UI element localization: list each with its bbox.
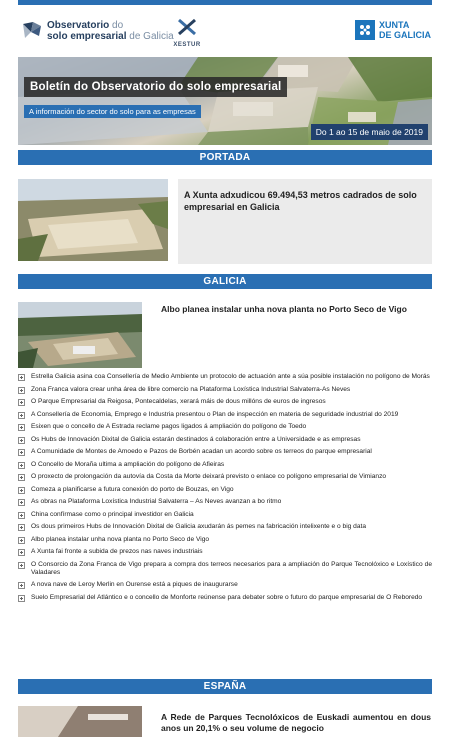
expand-plus-icon[interactable] [18,437,25,444]
news-item-link[interactable]: Albo planea instalar unha nova planta no Porto Seco de Vigo [31,535,210,543]
news-item-link[interactable]: Comeza a planificarse a futura conexión do porto de Bouzas, en Vigo [31,485,234,493]
news-item-link[interactable]: A Consellería de Economía, Emprego e Industria presentou o Plan de inspección en materia de seguridade industrial do 2019 [31,410,399,418]
news-item[interactable] [18,594,432,602]
galicia-feature-headline[interactable]: Albo planea instalar unha nova planta no Porto Seco de Vigo [161,304,407,314]
news-item-link[interactable]: Esixen que o concello de A Estrada reclame pagos ligados á ampliación do polígono de Toedo [31,423,307,430]
observatorio-logo[interactable] [21,20,174,42]
espana-feature-headline[interactable]: A Rede de Parques Tecnolóxicos de Euskadi aumentou en dous anos un 20,1% o seu volume de negocio [161,712,431,733]
banner-title: Boletín do Observatorio do solo empresarial [24,77,287,97]
expand-plus-icon[interactable] [18,399,25,406]
expand-plus-icon[interactable] [18,582,25,589]
news-item-link[interactable]: Zona Franca valora crear unha área de libre comercio na Plataforma Loxística Industrial Salvaterra-As Neves [31,385,351,393]
news-item[interactable] [18,486,432,494]
expand-plus-icon[interactable] [18,387,25,394]
section-header-portada: PORTADA [18,150,432,165]
banner-date: Do 1 ao 15 de maio de 2019 [311,124,428,140]
expand-plus-icon[interactable] [18,512,25,519]
expand-plus-icon[interactable] [18,374,25,381]
section-header-espana: ESPAÑA [18,679,432,694]
expand-plus-icon[interactable] [18,595,25,602]
news-item[interactable] [18,373,432,381]
expand-plus-icon[interactable] [18,487,25,494]
expand-plus-icon[interactable] [18,412,25,419]
portada-feature-image[interactable] [18,179,168,261]
observatorio-logo-text: Observatorio do solo empresarial de Galicia [47,20,174,42]
news-item[interactable] [18,448,432,456]
section-header-galicia: GALICIA [18,274,432,289]
news-item[interactable] [18,523,432,531]
observatorio-logo-icon [21,20,43,42]
expand-plus-icon[interactable] [18,424,25,431]
news-item-link[interactable]: A nova nave de Leroy Merlin en Ourense está a piques de inaugurarse [31,581,238,588]
expand-plus-icon[interactable] [18,499,25,506]
news-item-link[interactable]: O Consorcio da Zona Franca de Vigo prepara a compra dos terreos necesarios para a ampliación do Parque Tecnolóxico e Loxístico de Valadares [31,560,432,576]
news-item[interactable] [18,581,432,589]
header-logos [18,8,432,56]
galicia-news-list [18,373,432,606]
news-item[interactable] [18,461,432,469]
expand-plus-icon[interactable] [18,537,25,544]
news-item-link[interactable]: Os dous primeiros Hubs de Innovación Dixital de Galicia axudarán ás pemes na fabricación intelixente e o big data [31,523,367,530]
news-item-link[interactable]: Suelo Empresarial del Atlántico e o concello de Monforte reúnense para debater sobre o futuro do parque empresarial de O Reboredo [31,593,423,601]
news-item-link[interactable]: O Parque Empresarial da Reigosa, Pontecaldelas, xerará máis de dous millóns de euros de ingresos [31,398,326,405]
news-item[interactable] [18,473,432,481]
portada-feature[interactable] [18,179,432,264]
news-item[interactable] [18,498,432,506]
portada-feature-headline[interactable]: A Xunta adxudicou 69.494,53 metros cadrados de solo empresarial en Galicia [184,190,417,212]
expand-plus-icon[interactable] [18,449,25,456]
news-item-link[interactable]: As obras na Plataforma Loxística Industrial Salvaterra – As Neves avanzan a bo ritmo [31,498,282,505]
news-item-link[interactable]: O Concello de Moraña ultima a ampliación do polígono de Afieiras [31,460,225,468]
news-item[interactable] [18,411,432,419]
xestur-logo[interactable] [172,18,202,48]
news-item[interactable] [18,536,432,544]
newsletter-banner [18,57,432,145]
expand-plus-icon[interactable] [18,462,25,469]
xunta-logo[interactable] [355,20,431,40]
galicia-feature[interactable] [18,302,432,368]
news-item[interactable] [18,548,432,556]
news-item[interactable] [18,423,432,431]
expand-plus-icon[interactable] [18,549,25,556]
news-item[interactable] [18,386,432,394]
news-item-link[interactable]: O proxecto de prolongación da autovía da Costa da Morte deixará previsto o enlace co polígono empresarial de Vimianzo [31,473,387,480]
news-item-link[interactable]: China confírmase como o principal investidor en Galicia [31,510,194,518]
news-item[interactable] [18,561,432,577]
xestur-logo-label: XESTUR [173,42,201,48]
news-item-link[interactable]: A Xunta fai fronte a subida de prezos nas naves industriais [31,548,203,555]
banner-subtitle: A información do sector do solo para as empresas [24,105,201,118]
espana-feature-image[interactable] [18,706,142,737]
xunta-logo-text: XUNTA DE GALICIA [379,20,432,40]
news-item-link[interactable]: A Comunidade de Montes de Amoedo e Pazos de Borbén acadan un acordo sobre os terreos do parque empresarial [31,448,372,455]
news-item[interactable] [18,436,432,444]
expand-plus-icon[interactable] [18,562,25,569]
expand-plus-icon[interactable] [18,474,25,481]
news-item[interactable] [18,511,432,519]
news-item[interactable] [18,398,432,406]
espana-feature[interactable] [18,706,432,737]
xunta-cross-icon [355,20,375,40]
news-item-link[interactable]: Estrella Galicia asina coa Consellería de Medio Ambiente un protocolo de actuación ante a súa posible instalación no polígono de Morás [31,373,430,380]
news-item-link[interactable]: Os Hubs de Innovación Dixital de Galicia estarán destinados á colaboración entre a Universidade e as empresas [31,435,361,443]
expand-plus-icon[interactable] [18,524,25,531]
galicia-feature-image[interactable] [18,302,142,368]
top-accent-bar [18,0,432,5]
xestur-logo-icon [177,18,197,36]
